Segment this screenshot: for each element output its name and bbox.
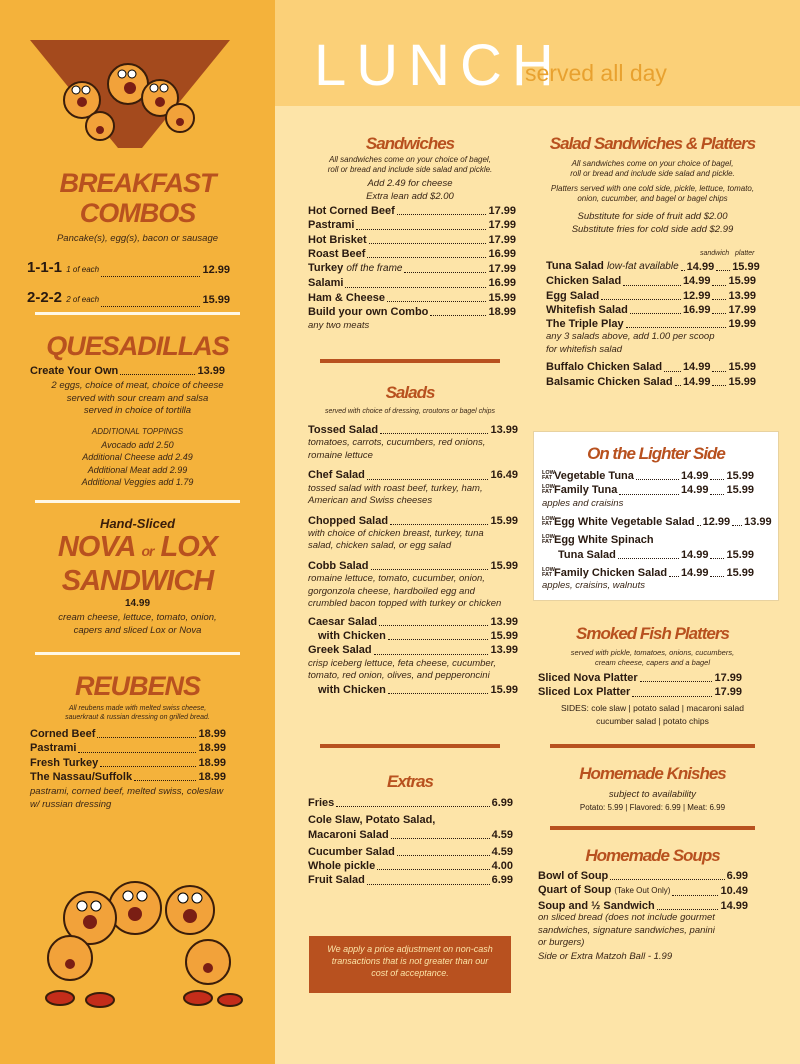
menu-item: Greek Salad 13.99 xyxy=(308,644,518,657)
menu-item: Ham & Cheese 15.99 xyxy=(308,291,516,304)
menu-item: Tuna Salad 14.99 15.99 xyxy=(558,548,754,561)
bagel-mascots-top-icon xyxy=(30,38,230,148)
menu-item: Cobb Salad 15.99 xyxy=(308,559,518,572)
menu-item: The Nassau/Suffolk 18.99 xyxy=(30,770,226,783)
menu-item: The Triple Play 19.99 xyxy=(546,318,756,331)
menu-item: Chicken Salad 14.99 15.99 xyxy=(546,275,756,288)
soups-list xyxy=(538,869,748,913)
menu-item: Hot Corned Beef 17.99 xyxy=(308,205,516,217)
menu-item: LOW FAT Egg White Spinach xyxy=(542,534,654,547)
quesadillas-title: QUESADILLAS xyxy=(46,331,229,361)
menu-item: LOW FAT Family Chicken Salad 14.99 15.99 xyxy=(542,566,754,579)
menu-item: Fruit Salad 6.99 xyxy=(308,874,513,887)
smoked-sides: SIDES: cole slaw | potato salad | macaroni salad cucumber salad | potato chips xyxy=(560,703,744,726)
divider xyxy=(320,359,500,363)
menu-item: LOW FAT Family Tuna 14.99 15.99 xyxy=(542,484,754,497)
sandwiches-extras: Add 2.49 for cheese Extra lean add $2.00 xyxy=(366,178,454,202)
col-sandwich-label: sandwich xyxy=(700,250,730,257)
menu-item: Egg Salad 12.99 13.99 xyxy=(546,289,756,302)
divider xyxy=(35,500,240,503)
smoked-title: Smoked Fish Platters xyxy=(576,624,729,643)
menu-item: Macaroni Salad 4.59 xyxy=(308,828,513,841)
sandwiches-sub: All sandwiches come on your choice of bagel, roll or bread and include side salad and pickle. xyxy=(327,155,493,174)
divider xyxy=(35,652,240,655)
page-title: LUNCH xyxy=(314,33,564,98)
menu-item: 1-1-1 1 of each 12.99 xyxy=(27,259,230,276)
divider xyxy=(35,312,240,315)
menu-item: Salami 16.99 xyxy=(308,277,516,290)
divider xyxy=(550,744,755,748)
menu-item: Chef Salad 16.49 xyxy=(308,469,518,482)
knishes-title: Homemade Knishes xyxy=(579,764,726,783)
salad-sandwiches-extras: Substitute for side of fruit add $2.00 Substitute fries for cold side add $2.99 xyxy=(571,211,734,235)
menu-item: Create Your Own 13.99 xyxy=(30,365,225,377)
sandwiches-list xyxy=(308,204,516,319)
salads-sub: served with choice of dressing, croutons or bagel chips xyxy=(324,408,496,415)
menu-item: with Chicken 15.99 xyxy=(318,683,518,696)
menu-item: Build your own Combo 18.99 xyxy=(308,306,516,319)
menu-item: Tuna Salad low-fat available 14.99 15.99 xyxy=(546,260,760,273)
reubens-note: pastrami, corned beef, melted swiss, coleslaw w/ russian dressing xyxy=(30,786,224,810)
menu-item: Fries 6.99 xyxy=(308,797,513,809)
menu-item: 2-2-2 2 of each 15.99 xyxy=(27,289,230,306)
menu-item: Turkey off the frame 17.99 xyxy=(308,262,516,276)
menu-item: Hot Brisket 17.99 xyxy=(308,233,516,246)
sandwiches-footnote: any two meats xyxy=(308,320,370,331)
menu-item: Fresh Turkey 18.99 xyxy=(30,756,226,769)
menu-item: Buffalo Chicken Salad 14.99 15.99 xyxy=(546,361,756,374)
smoked-list xyxy=(538,671,742,700)
salad-sandwiches-list: Tuna Salad low-fat available 14.99 15.99 Chicken Salad 14.99 15.99 Egg Salad 12.99 13.99 Whitefish Salad 16.99 17.99 The Triple Play 19.99 any 3 salads above, add 1.00 per scoop for whitefish salad Buffalo Chicken Salad 14.99 15.99 Balsamic Chicken Salad 14.99 15.99 xyxy=(546,260,760,388)
lighter-list: LOW FAT Vegetable Tuna 14.99 15.99 LOW FAT Family Tuna 14.99 15.99 apples and craisins LOW FAT Egg White Vegetable Salad 12.99 13.99 LOW FAT Egg White Spinach Tuna Salad 14.99 15.99 LOW FAT Family Chicken Salad 14.99 15.99 apples, craisins, walnuts xyxy=(542,470,772,592)
breakfast-list xyxy=(27,258,230,310)
divider xyxy=(550,826,755,830)
salad-sandwiches-sub2: Platters served with one cold side, pickle, lettuce, tomato, onion, cucumber, and bagel or bagel chips xyxy=(550,184,755,203)
reubens-title: REUBENS xyxy=(74,671,201,701)
soups-title: Homemade Soups xyxy=(585,846,720,865)
menu-item: Quart of Soup (Take Out Only) 10.49 xyxy=(538,884,748,898)
menu-item: Roast Beef 16.99 xyxy=(308,247,516,260)
menu-item: Cole Slaw, Potato Salad, xyxy=(308,814,436,827)
extras-list xyxy=(308,796,513,888)
menu-item: Whole pickle 4.00 xyxy=(308,860,513,873)
divider xyxy=(320,744,500,748)
nova-title: NOVA or LOX SANDWICH xyxy=(57,531,218,597)
quesadillas-list xyxy=(30,364,225,378)
lighter-title: On the Lighter Side xyxy=(587,444,725,463)
menu-item: Sliced Lox Platter 17.99 xyxy=(538,686,742,699)
salads-title: Salads xyxy=(385,383,435,402)
nova-line1: Hand-Sliced xyxy=(99,516,176,531)
menu-item: Pastrami 18.99 xyxy=(30,742,226,755)
menu-item: Cucumber Salad 4.59 xyxy=(308,845,513,858)
menu-item: Tossed Salad 13.99 xyxy=(308,424,518,436)
reubens-sub: All reubens made with melted swiss cheese, sauerkraut & russian dressing on grilled bread. xyxy=(65,705,210,721)
breakfast-desc: Pancake(s), egg(s), bacon or sausage xyxy=(56,233,219,244)
quesadillas-desc: 2 eggs, choice of meat, choice of cheese served with sour cream and salsa served in choice of tortilla xyxy=(51,380,224,416)
col-platter-label: platter xyxy=(735,250,755,257)
menu-item: Whitefish Salad 16.99 17.99 xyxy=(546,303,756,316)
menu-item: LOW FAT Egg White Vegetable Salad 12.99 13.99 xyxy=(542,516,772,529)
smoked-sub: served with pickle, tomatoes, onions, cucumbers, cream cheese, capers and a bagel xyxy=(570,648,735,667)
menu-item: Pastrami 17.99 xyxy=(308,219,516,232)
sandwiches-title: Sandwiches xyxy=(365,134,455,153)
reubens-list xyxy=(30,727,226,784)
menu-item: Caesar Salad 13.99 xyxy=(308,615,518,628)
salads-list: Tossed Salad 13.99 tomatoes, carrots, cucumbers, red onions, romaine lettuce Chef Salad 16.49 tossed salad with roast beef, turkey, ham, American and Swiss cheeses Chopped Salad 15.99 with choice of chicken breast, turkey, tuna salad, chicken salad, or egg salad Cobb Salad 15.99 romaine lettuce, tomato, cucumber, onion, gorgonzola cheese, hardboiled egg and crumbled bacon topped with turkey or chicken Caesar Salad 13.99 with Chicken 15.99 Greek Salad 13.99 crisp iceberg lettuce, feta cheese, cucumber, tomato, red onion, olives, and pepperoncini with Chicken 15.99 xyxy=(308,424,518,696)
quesadillas-toppings: ADDITIONAL TOPPINGS Avocado add 2.50 Additional Cheese add 2.49 Additional Meat add 2.99 Additional Veggies add 1.79 xyxy=(81,427,194,487)
menu-item: LOW FAT Vegetable Tuna 14.99 15.99 xyxy=(542,470,754,482)
payment-notice: We apply a price adjustment on non-cash transactions that is not greater than our cost of acceptance. xyxy=(309,936,511,993)
menu-item: Bowl of Soup 6.99 xyxy=(538,870,748,882)
salad-sandwiches-title: Salad Sandwiches & Platters xyxy=(549,134,756,153)
salad-sandwiches-sub: All sandwiches come on your choice of bagel, roll or bread and include side salad and pickle. xyxy=(570,159,735,178)
menu-item: with Chicken 15.99 xyxy=(318,629,518,642)
knishes-sub: subject to availability xyxy=(608,789,697,800)
menu-item: Corned Beef 18.99 xyxy=(30,728,226,740)
soups-note: on sliced bread (does not include gourmet sandwiches, signature sandwiches, panini or burgers) Side or Extra Matzoh Ball - 1.99 xyxy=(538,912,715,962)
extras-title: Extras xyxy=(387,772,433,791)
nova-desc: cream cheese, lettuce, tomato, onion, capers and sliced Lox or Nova xyxy=(58,612,217,636)
menu-item: Chopped Salad 15.99 xyxy=(308,514,518,527)
menu-item: Soup and ½ Sandwich 14.99 xyxy=(538,899,748,912)
bagel-mascots-bottom-icon xyxy=(30,870,245,1010)
menu-item: Balsamic Chicken Salad 14.99 15.99 xyxy=(546,375,756,388)
menu-item: Sliced Nova Platter 17.99 xyxy=(538,672,742,684)
page-subtitle: served all day xyxy=(525,60,667,86)
knishes-prices: Potato: 5.99 | Flavored: 6.99 | Meat: 6.99 xyxy=(579,803,726,812)
nova-price: 14.99 xyxy=(124,598,151,609)
breakfast-title: BREAKFAST COMBOS xyxy=(59,168,216,228)
